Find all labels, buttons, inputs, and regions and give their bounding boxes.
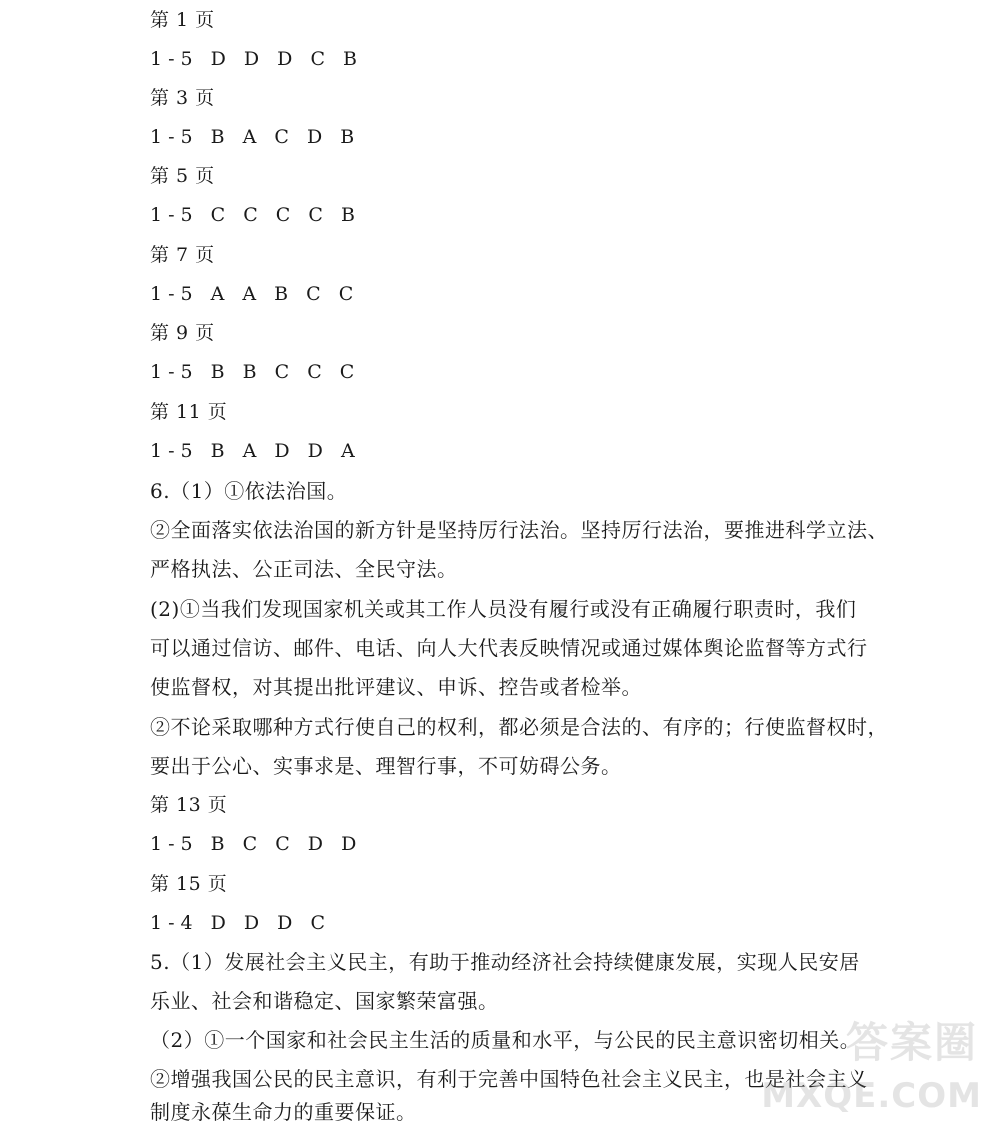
answer-row-5: 1-5 C C C C B: [150, 204, 361, 226]
question-6-line-6: 使监督权，对其提出批评建议、申诉、控告或者检举。: [150, 675, 642, 699]
answer-row-9: 1-5 B B C C C: [150, 361, 361, 383]
watermark-logo-text: 答案圈: [845, 1018, 978, 1067]
answer-row-11: 1-5 B A D D A: [150, 440, 361, 462]
answer-row-3: 1-5 B A C D B: [150, 126, 361, 148]
answer-row-7: 1-5 A A B C C: [150, 283, 360, 305]
question-5-line-1: 5.（1）发展社会主义民主，有助于推动经济社会持续健康发展，实现人民安居: [150, 950, 860, 974]
question-6-line-5: 可以通过信访、邮件、电话、向人大代表反映情况或通过媒体舆论监督等方式行: [150, 636, 868, 660]
answer-row-1: 1-5 D D D C B: [150, 48, 363, 70]
answer-row-13: 1-5 B C C D D: [150, 833, 363, 855]
question-6-line-3: 严格执法、公正司法、全民守法。: [150, 557, 458, 581]
page-heading-13: 第 13 页: [150, 794, 228, 816]
question-6-line-4: (2)①当我们发现国家机关或其工作人员没有履行或没有正确履行职责时，我们: [150, 597, 857, 621]
page-heading-3: 第 3 页: [150, 87, 215, 109]
site-watermark: [761, 1002, 982, 1122]
question-6-line-7: ②不论采取哪种方式行使自己的权利，都必须是合法的、有序的；行使监督权时，: [150, 715, 888, 739]
question-5-line-2: 乐业、社会和谐稳定、国家繁荣富强。: [150, 989, 499, 1013]
watermark-domain-text: MXQE.COM: [761, 1076, 982, 1116]
question-6-line-2: ②全面落实依法治国的新方针是坚持厉行法治。坚持厉行法治，要推进科学立法、: [150, 518, 888, 542]
question-6-line-1: 6.（1）①依法治国。: [150, 479, 348, 503]
page-heading-7: 第 7 页: [150, 244, 215, 266]
question-5-line-3: （2）①一个国家和社会民主生活的质量和水平，与公民的民主意识密切相关。: [150, 1028, 861, 1052]
question-6-line-8: 要出于公心、实事求是、理智行事，不可妨碍公务。: [150, 754, 622, 778]
question-5-line-5: 制度永葆生命力的重要保证。: [150, 1100, 417, 1124]
page-heading-5: 第 5 页: [150, 165, 215, 187]
page-heading-1: 第 1 页: [150, 9, 215, 31]
page-heading-11: 第 11 页: [150, 401, 228, 423]
page-heading-9: 第 9 页: [150, 322, 215, 344]
answer-row-15: 1-4 D D D C: [150, 912, 331, 934]
page-heading-15: 第 15 页: [150, 873, 228, 895]
question-5-line-4: ②增强我国公民的民主意识，有利于完善中国特色社会主义民主，也是社会主义: [150, 1067, 868, 1091]
